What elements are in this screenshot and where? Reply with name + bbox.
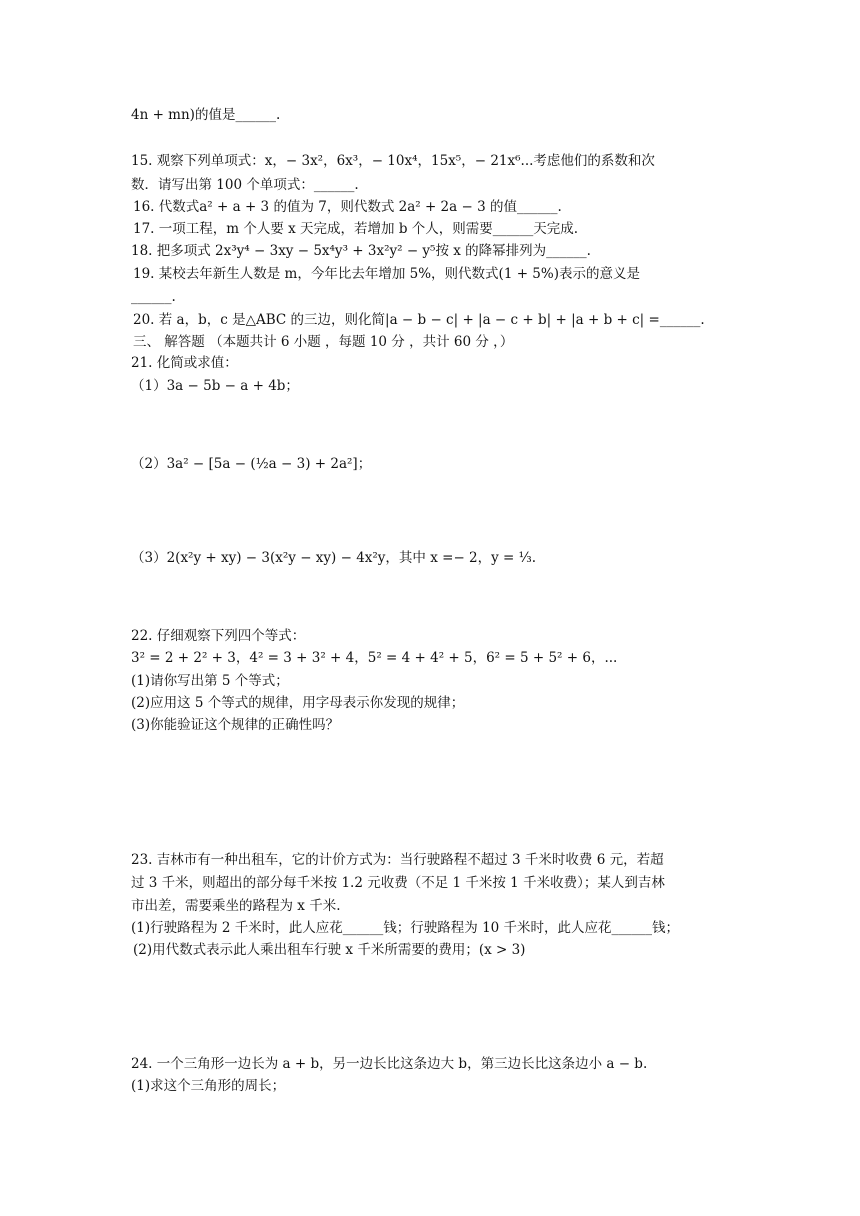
q21-part1: （1）3a − 5b − a + 4b； (131, 378, 299, 394)
q24-title: 24. 一个三角形一边长为 a + b，另一边长比这条边大 b，第三边长比这条边小 a − b. (131, 1056, 648, 1072)
q22-part1: (1)请你写出第 5 个等式； (131, 673, 289, 689)
q17: 17. 一项工程，m 个人要 x 天完成，若增加 b 个人，则需要______天完成. (133, 221, 579, 237)
q21-title: 21. 化简或求值： (131, 355, 238, 371)
q23-part2: (2)用代数式表示此人乘出租车行驶 x 千米所需要的费用；(x > 3) (133, 942, 526, 958)
q23-line3: 市出差，需要乘坐的路程为 x 千米. (131, 898, 341, 914)
q19-line1: 19. 某校去年新生人数是 m，今年比去年增加 5%，则代数式(1 + 5%)表示的意义是 (133, 266, 640, 282)
q23-line2: 过 3 千米，则超出的部分每千米按 1.2 元收费（不足 1 千米按 1 千米收费）；某人到吉林 (131, 875, 665, 891)
q22-title: 22. 仔细观察下列四个等式： (131, 628, 306, 644)
q22-part2: (2)应用这 5 个等式的规律，用字母表示你发现的规律； (131, 695, 465, 711)
q23-line1: 23. 吉林市有一种出租车，它的计价方式为：当行驶路程不超过 3 千米时收费 6 元，若超 (131, 852, 664, 868)
q15-line2: 数．请写出第 100 个单项式：______. (131, 177, 359, 193)
q14-tail: 4n + mn)的值是______. (131, 107, 281, 123)
q20: 20. 若 a，b，c 是△ABC 的三边，则化简|a − b − c| + |a − c + b| + |a + b + c| =______. (133, 312, 705, 328)
q15-line1: 15. 观察下列单项式：x，− 3x²，6x³，− 10x⁴，15x⁵，− 21x⁶...考虑他们的系数和次 (131, 153, 655, 169)
q16: 16. 代数式a² + a + 3 的值为 7，则代数式 2a² + 2a − 3 的值______. (133, 199, 562, 215)
q19-line2: ______. (131, 289, 176, 305)
q18: 18. 把多项式 2x³y⁴ − 3xy − 5x⁴y³ + 3x²y² − y⁵按 x 的降幂排列为______. (131, 243, 591, 259)
q21-part3: （3）2(x²y + xy) − 3(x²y − xy) − 4x²y，其中 x =− 2，y = ⅓. (131, 550, 537, 566)
q21-part2: （2）3a² − [5a − (½a − 3) + 2a²]； (131, 456, 372, 472)
q22-equations: 3² = 2 + 2² + 3，4² = 3 + 3² + 4，5² = 4 + 4² + 5，6² = 5 + 5² + 6，... (131, 650, 618, 666)
q22-part3: (3)你能验证这个规律的正确性吗？ (131, 717, 340, 733)
section-3-heading: 三、 解答题 （本题共计 6 小题 ，每题 10 分 ，共计 60 分 ，） (133, 334, 514, 350)
q23-part1: (1)行驶路程为 2 千米时，此人应花______钱；行驶路程为 10 千米时，此人应花______钱； (131, 920, 680, 936)
q24-part1: (1)求这个三角形的周长； (131, 1078, 286, 1094)
